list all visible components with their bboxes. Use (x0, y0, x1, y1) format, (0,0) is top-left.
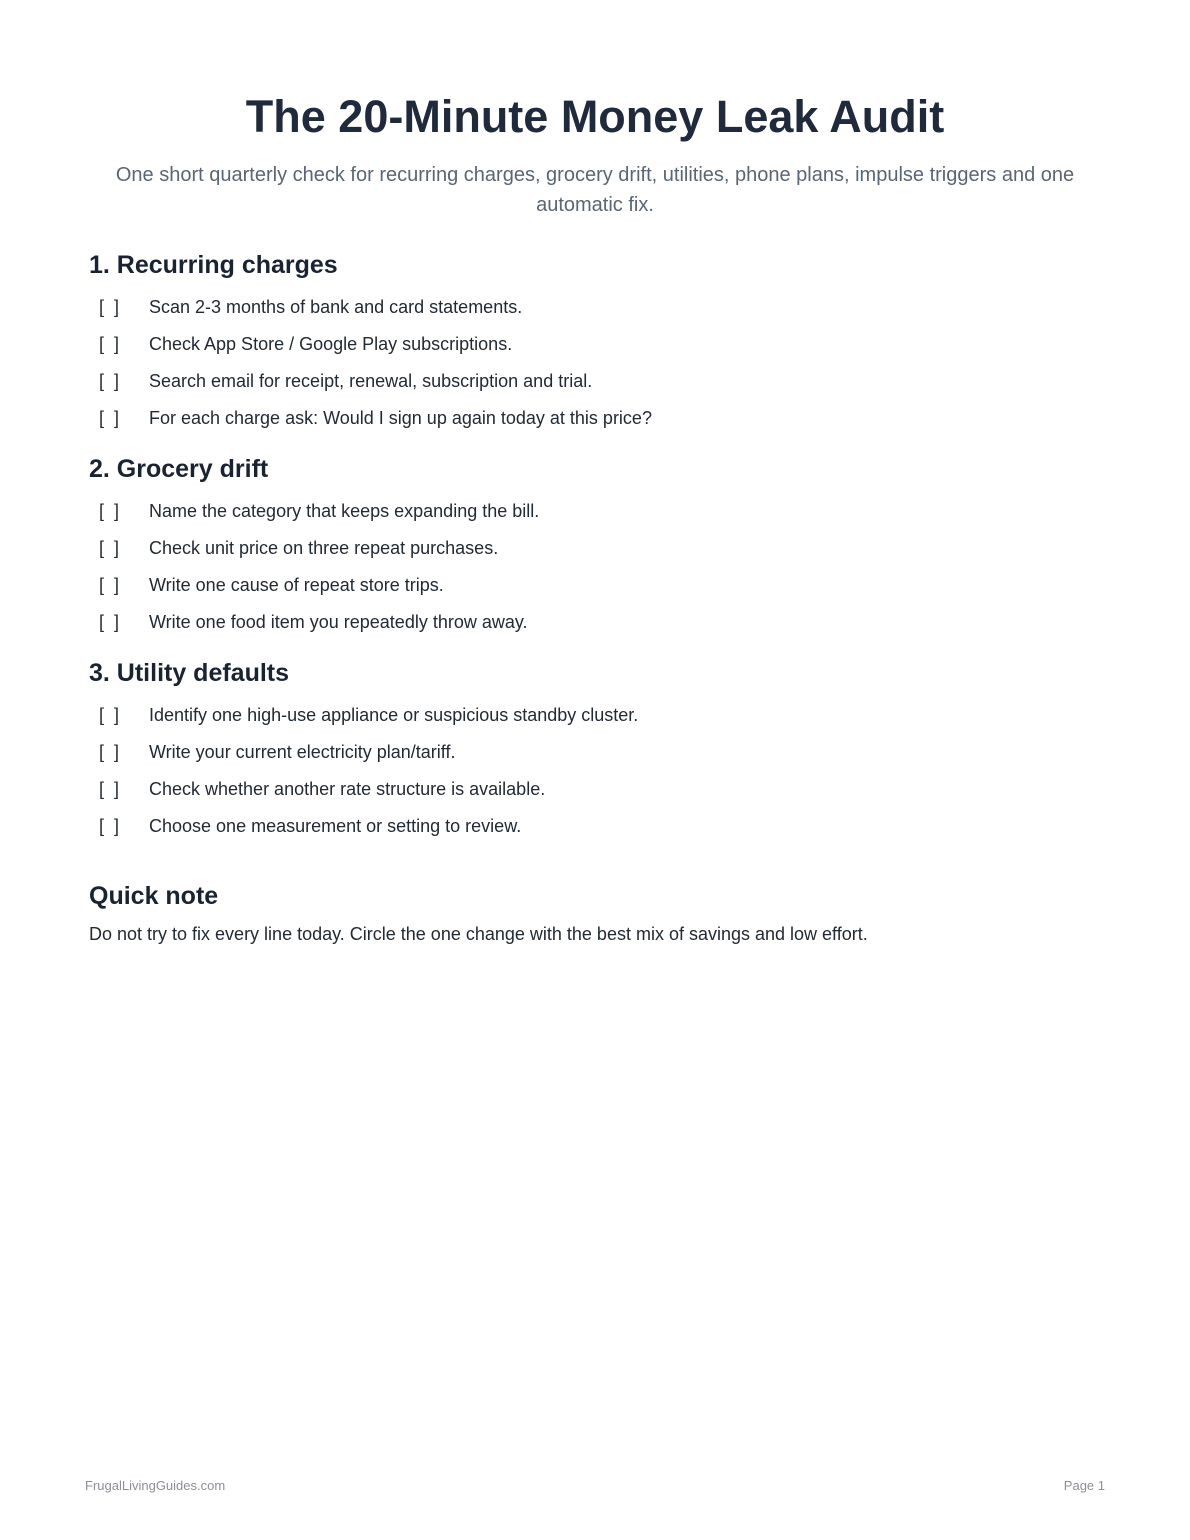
checklist-item (89, 289, 1089, 326)
checkbox[interactable]: [ ] (99, 705, 120, 725)
checklist-item-text: Name the category that keeps expanding the bill. (149, 501, 540, 521)
checklist-item-text: Write your current electricity plan/tariff. (149, 742, 456, 762)
checkbox[interactable]: [ ] (99, 816, 120, 836)
checkbox[interactable]: [ ] (99, 612, 120, 632)
checkbox[interactable]: [ ] (99, 538, 120, 558)
checklist-item (89, 567, 1089, 604)
checklist (89, 493, 1089, 641)
checkbox[interactable]: [ ] (99, 575, 120, 595)
checklist-item-text: Scan 2-3 months of bank and card statements. (149, 297, 523, 317)
checklist-item-text: Identify one high-use appliance or suspicious standby cluster. (149, 705, 639, 725)
checklist-item (89, 326, 1089, 363)
section-heading: 2. Grocery drift (89, 455, 269, 483)
checkbox[interactable]: [ ] (99, 334, 120, 354)
checklist-item-text: For each charge ask: Would I sign up again today at this price? (149, 408, 652, 428)
checklist-item-text: Check App Store / Google Play subscriptions. (149, 334, 513, 354)
checklist-item-text: Choose one measurement or setting to review. (149, 816, 522, 836)
quick-note-heading: Quick note (89, 882, 219, 910)
section-heading: 3. Utility defaults (89, 659, 290, 687)
section-heading: 1. Recurring charges (89, 251, 338, 279)
checklist-item-text: Write one food item you repeatedly throw away. (149, 612, 528, 632)
checklist-item (89, 363, 1089, 400)
section-recurring-charges (89, 249, 1089, 437)
footer-page-number: Page 1 (1063, 1478, 1105, 1493)
checklist-item-text: Check unit price on three repeat purchases. (149, 538, 499, 558)
checkbox[interactable]: [ ] (99, 297, 120, 317)
checklist (89, 697, 1089, 845)
checkbox[interactable]: [ ] (99, 408, 120, 428)
checkbox[interactable]: [ ] (99, 742, 120, 762)
quick-note (89, 880, 1089, 946)
checkbox[interactable]: [ ] (99, 779, 120, 799)
checklist-item (89, 530, 1089, 567)
checkbox[interactable]: [ ] (99, 501, 120, 521)
checklist-item (89, 400, 1089, 437)
document-title: The 20-Minute Money Leak Audit (245, 91, 945, 142)
checklist-item (89, 771, 1089, 808)
checklist-item-text: Search email for receipt, renewal, subscription and trial. (149, 371, 593, 391)
checklist-item-text: Write one cause of repeat store trips. (149, 575, 444, 595)
quick-note-text: Do not try to fix every line today. Circle the one change with the best mix of savings and low effort. (89, 924, 868, 944)
checkbox[interactable]: [ ] (99, 371, 120, 391)
checklist (89, 289, 1089, 437)
checklist-item-text: Check whether another rate structure is available. (149, 779, 546, 799)
checklist-item (89, 734, 1089, 771)
footer-site: FrugalLivingGuides.com (85, 1478, 226, 1493)
checklist-item (89, 493, 1089, 530)
document-subtitle: One short quarterly check for recurring charges, grocery drift, utilities, phone plans, impulse triggers and one automatic fix. (115, 164, 1075, 216)
checklist-item (89, 808, 1089, 845)
section-grocery-drift (89, 453, 1089, 641)
checklist-item (89, 697, 1089, 734)
checklist-item (89, 604, 1089, 641)
section-utility-defaults (89, 657, 1089, 845)
